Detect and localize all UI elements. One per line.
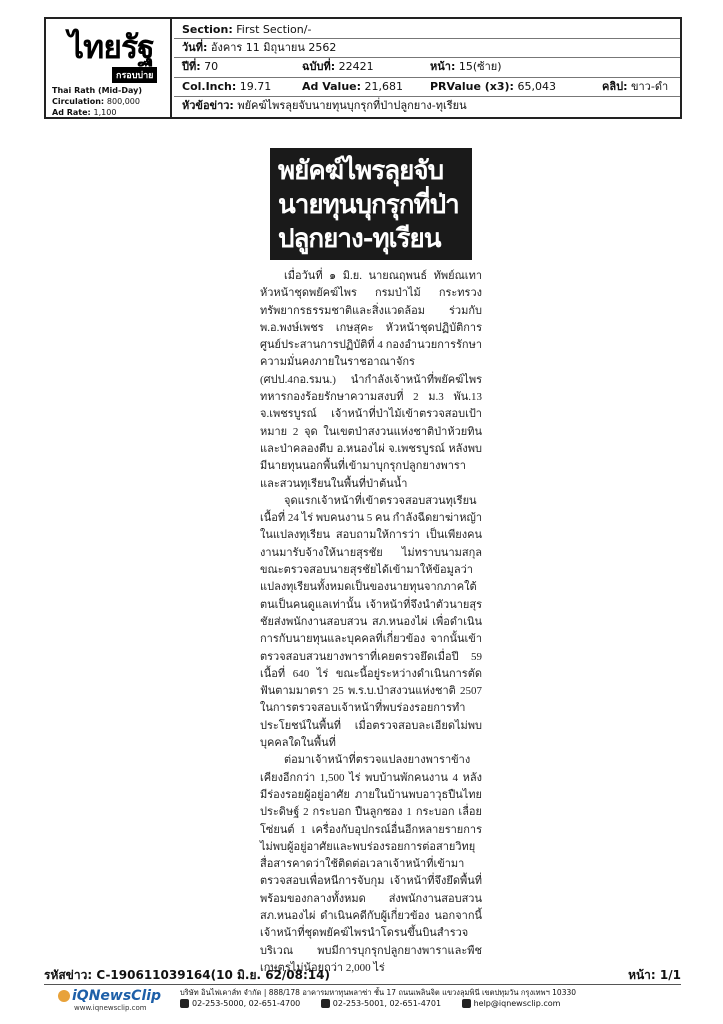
- clipping-header: [44, 17, 682, 119]
- clip-metadata: [174, 19, 680, 117]
- section-row: [182, 23, 680, 37]
- page-count-value: 1/1: [659, 968, 681, 982]
- advalue-value: 21,681: [364, 80, 404, 93]
- phone-icon: [180, 999, 189, 1008]
- email-icon: [462, 999, 471, 1008]
- ad-rate: [52, 108, 116, 117]
- article-paragraph: เมื่อวันที่ ๑ มิ.ย. นายณฤพนธ์ ทัพย์ณเทา หัวหน้าชุดพยัคฆ์ไพร กรมป่าไม้ กระทรวงทรัพยากรธรรมชาติและสิ่งแวดล้อม ร่วมกับ พ.อ.พงษ์เพชร เกษสุคะ หัวหน้าชุดปฏิบัติการศูนย์ประสานการปฏิบัติที่ 4 กองอำนวยการรักษาความมั่นคงภายในราชอาณาจักร (ศปป.4กอ.รมน.) นำกำลังเจ้าหน้าที่พยัคฆ์ไพร ทหารกองร้อยรักษาความสงบที่ 2 ม.3 พัน.13 จ.เพชรบูรณ์ เจ้าหน้าที่ป่าไม้เข้าตรวจสอบเป้าหมาย 2 จุด ในเขตป่าสงวนแห่งชาติป่าห้วยทินและป่าคลองตีบ อ.หนองไผ่ จ.เพชรบูรณ์ หลังพบมีนายทุนนอกพื้นที่เข้ามาบุกรุกปลูกยางพาราและสวนทุเรียนในพื้นที่ป่าต้นน้ำ: [260, 270, 482, 490]
- circulation-label: Circulation:: [52, 97, 105, 106]
- page-value: 15(ซ้าย): [458, 60, 502, 73]
- brand-logo: [58, 988, 168, 1014]
- company-name: บริษัท อินไฟเคาส์ท จำกัด: [180, 988, 262, 997]
- email-address[interactable]: help@iqnewsclip.com: [473, 999, 561, 1008]
- section-value: First Section/-: [236, 23, 312, 36]
- news-code-label: รหัสข่าว:: [44, 968, 93, 982]
- company-line: บริษัท อินไฟเคาส์ท จำกัด | 888/178 อาคารมหาทุนพลาซ่า ชั้น 17 ถนนเพลินจิต แขวงลุมพินี เขตปทุมวัน กรุงเทพฯ 10330: [180, 988, 577, 997]
- page-count-label: หน้า:: [628, 968, 656, 982]
- issue-label: ฉบับที่:: [302, 60, 336, 73]
- headline-line-3: ปลูกยาง-ทุเรียน: [278, 224, 441, 254]
- topic-row: [182, 99, 680, 113]
- divider: [174, 38, 680, 39]
- publication-panel: [46, 19, 172, 117]
- contact-line: [180, 999, 578, 1008]
- issue-value: 22421: [338, 60, 374, 73]
- company-address: 888/178 อาคารมหาทุนพลาซ่า ชั้น 17 ถนนเพลินจิต แขวงลุมพินี เขตปทุมวัน กรุงเทพฯ 10330: [268, 988, 577, 997]
- paper-name: Thai Rath (Mid-Day): [52, 86, 143, 95]
- topic-label: หัวข้อข่าว:: [182, 99, 234, 112]
- colinch-value: 19.71: [239, 80, 272, 93]
- headline-line-2: นายทุนบุกรุกที่ป่า: [278, 190, 459, 220]
- globe-icon: [58, 990, 70, 1002]
- adrate-label: Ad Rate:: [52, 108, 91, 117]
- clip-label: คลิป:: [602, 80, 628, 93]
- divider: [174, 57, 680, 58]
- news-code: [44, 966, 330, 985]
- year-value: 70: [204, 60, 219, 73]
- newspaper-logo: [62, 23, 162, 89]
- article-body: [260, 268, 482, 977]
- divider: [174, 77, 680, 78]
- page-label: หน้า:: [430, 60, 456, 73]
- phone-number: 02-253-5000, 02-651-4700: [192, 999, 301, 1008]
- article-paragraph: จุดแรกเจ้าหน้าที่เข้าตรวจสอบสวนทุเรียนเนื้อที่ 24 ไร่ พบคนงาน 5 คน กำลังฉีดยาฆ่าหญ้าในแปลงทุเรียน สอบถามให้การว่า เป็นเพียงคนงานมารับจ้างให้นายสุรชัย ไม่ทราบนามสกุล ขณะตรวจสอบนายสุรชัยได้เข้ามาให้ข้อมูลว่า แปลงทุเรียนทั้งหมดเป็นของนายทุนจากภาคใต้ตนเป็นคนดูแลเท่านั้น เจ้าหน้าที่จึงนำตัวนายสุรชัยส่งพนักงานสอบสวน สภ.หนองไผ่ เพื่อดำเนินการกับนายทุนและบุคคลที่เกี่ยวข้อง จากนั้นเข้าตรวจสอบสวนยางพาราที่เคยตรวจยึดเมื่อปี 59 เนื้อที่ 640 ไร่ ขณะนี้อยู่ระหว่างดำเนินการตัดฟันตามมาตรา 25 พ.ร.บ.ป่าสงวนแห่งชาติ 2507 ในการตรวจสอบเจ้าหน้าที่พบร่องรอยการทำประโยชน์ในพื้นที่ เมื่อตรวจสอบละเอียดไม่พบบุคคลใดในพื้นที่: [260, 494, 482, 750]
- prvalue-value: 65,043: [517, 80, 556, 93]
- headline-line-1: พยัคฆ์ไพรลุยจับ: [278, 156, 444, 186]
- clip-value: ขาว-ดำ: [630, 80, 669, 93]
- fax-icon: [321, 999, 330, 1008]
- advalue-label: Ad Value:: [302, 80, 362, 93]
- page-count: [628, 966, 681, 985]
- date-row: [182, 41, 680, 55]
- adrate-value: 1,100: [93, 108, 117, 117]
- date-label: วันที่:: [182, 41, 208, 54]
- article-paragraph: ต่อมาเจ้าหน้าที่ตรวจแปลงยางพาราข้างเคียงอีกกว่า 1,500 ไร่ พบบ้านพักคนงาน 4 หลัง มีร่องรอยผู้อยู่อาศัย ภายในบ้านพบอาวุธปืนไทยประดิษฐ์ 2 กระบอก ปืนลูกซอง 1 กระบอก เลื่อยโซ่ยนต์ 1 เครื่องกับอุปกรณ์อื่นอีกหลายรายการ ไม่พบผู้อยู่อาศัยและพบร่องรอยการต่อสายวิทยุสื่อสารคาดว่าใช้ติดต่อเวลาเจ้าหน้าที่เข้ามาตรวจสอบเพื่อหนีการจับกุม เจ้าหน้าที่จึงยึดพื้นที่พร้อมของกลางทั้งหมด ส่งพนักงานสอบสวน สภ.หนองไผ่ ดำเนินคดีกับผู้เกี่ยวข้อง นอกจากนี้เจ้าหน้าที่ชุดพยัคฆ์ไพรนำโดรนขึ้นบินสำรวจบริเวณ พบมีการบุกรุกปลูกยางพาราและพืชเกษตรไม่น้อยกว่า 2,000 ไร่: [260, 754, 482, 974]
- article-headline: [270, 148, 472, 260]
- prvalue-label: PRValue (x3):: [430, 80, 514, 93]
- footer-divider: [44, 984, 681, 985]
- colinch-label: Col.Inch:: [182, 80, 237, 93]
- section-label: Section:: [182, 23, 233, 36]
- news-code-value: C-190611039164(10 มิ.ย. 62/08:14): [96, 968, 330, 982]
- year-label: ปีที่:: [182, 60, 201, 73]
- logo-name: ไทยรัฐ: [68, 28, 154, 66]
- divider: [174, 96, 680, 97]
- date-value: อังคาร 11 มิถุนายน 2562: [210, 41, 337, 54]
- circulation: [52, 97, 140, 106]
- topic-value: พยัคฆ์ไพรลุยจับนายทุนบุกรุกที่ป่าปลูกยาง-ทุเรียน: [237, 99, 467, 112]
- brand-name: iQNewsClip: [72, 988, 162, 1004]
- circulation-value: 800,000: [106, 97, 140, 106]
- logo-edition: กรอบบ่าย: [112, 67, 157, 83]
- brand-url: www.iqnewsclip.com: [74, 1004, 147, 1012]
- fax-number: 02-253-5001, 02-651-4701: [332, 999, 442, 1008]
